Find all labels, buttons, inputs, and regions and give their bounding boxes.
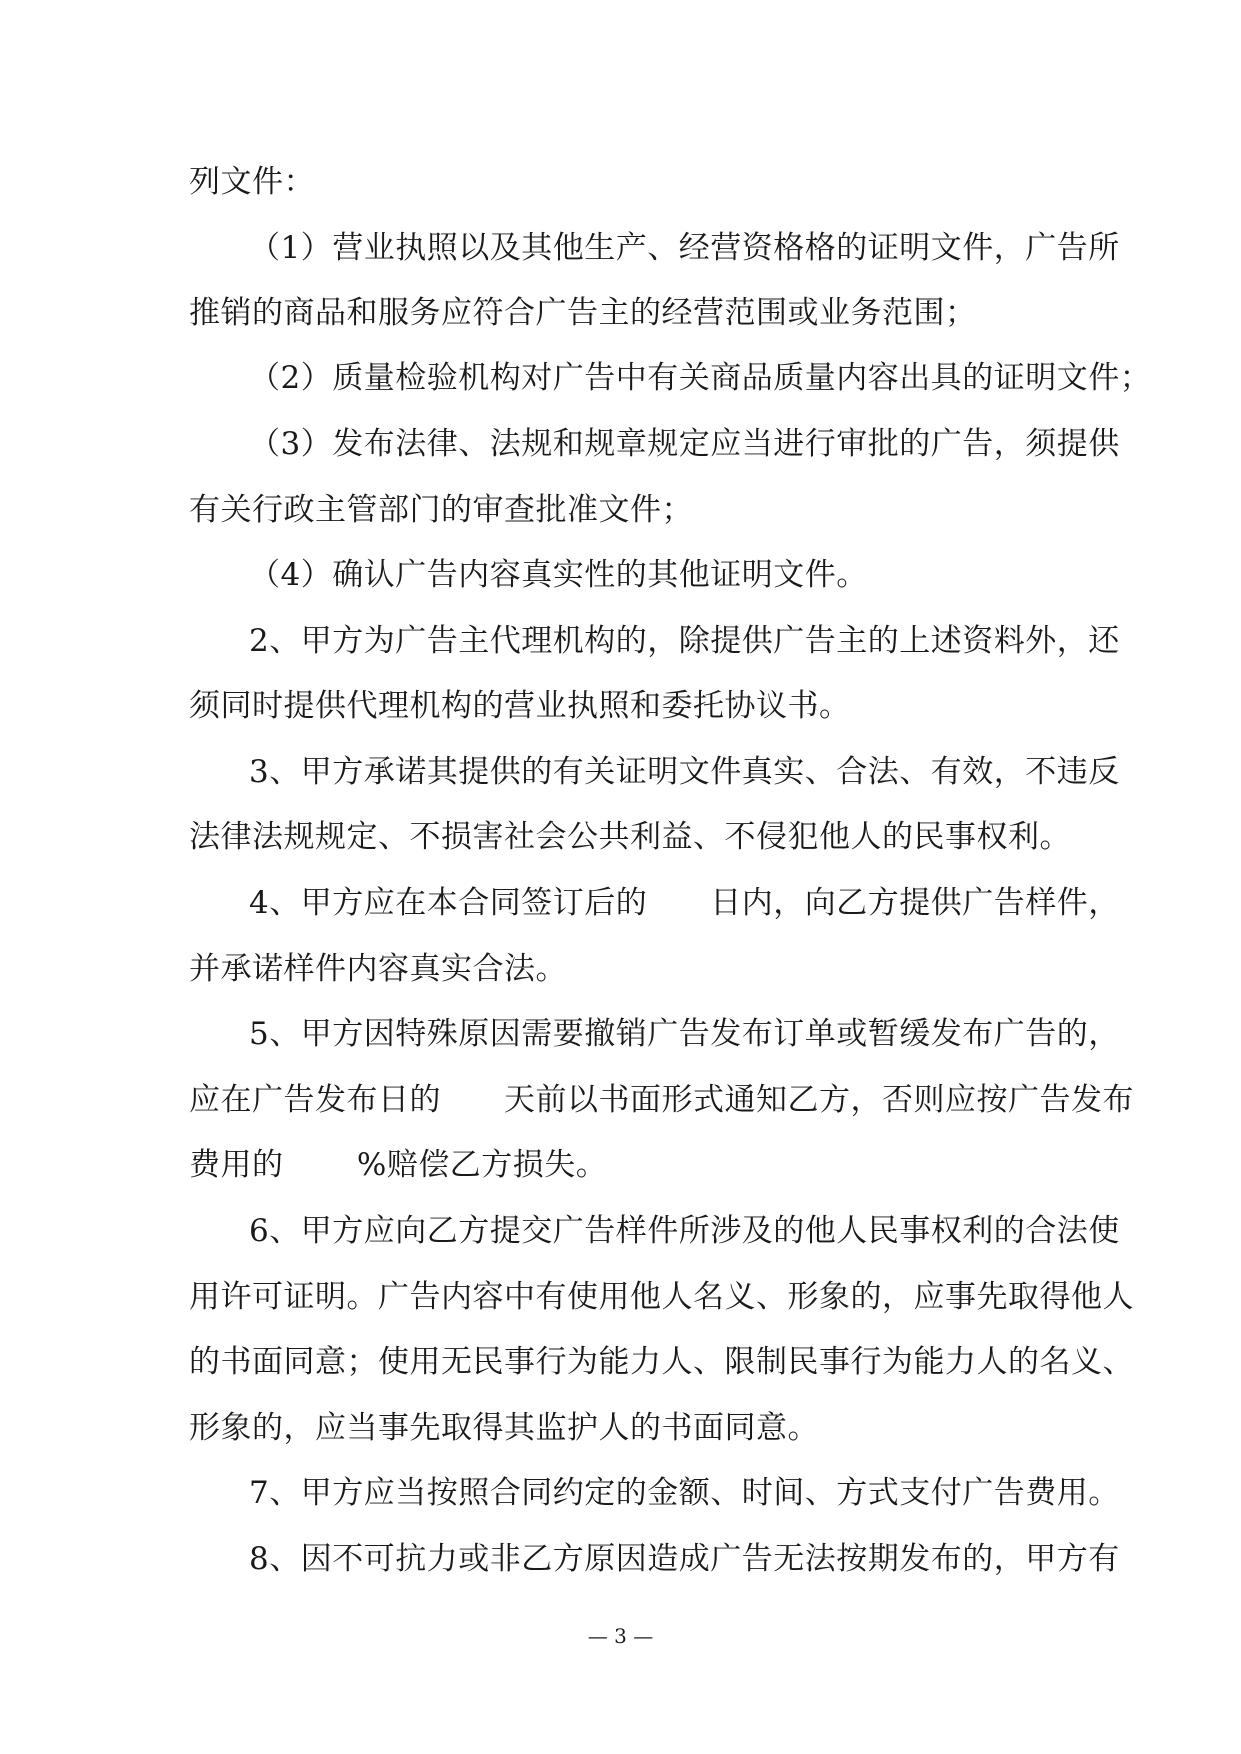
text-line: （3）发布法律、法规和规章规定应当进行审批的广告，须提供 (249, 426, 1120, 462)
text-line: （1）营业执照以及其他生产、经营资格格的证明文件，广告所 (249, 230, 1120, 266)
text-line: 应在广告发布日的 天前以书面形式通知乙方，否则应按广告发布 (189, 1082, 1134, 1118)
text-line: 8、因不可抗力或非乙方原因造成广告无法按期发布的，甲方有 (249, 1541, 1120, 1577)
text-line: 推销的商品和服务应符合广告主的经营范围或业务范围； (189, 295, 977, 331)
text-line: （2）质量检验机构对广告中有关商品质量内容出具的证明文件； (249, 360, 1152, 396)
text-line: 的书面同意；使用无民事行为能力人、限制民事行为能力人的名义、 (189, 1344, 1134, 1380)
text-line: 须同时提供代理机构的营业执照和委托协议书。 (189, 688, 851, 724)
page-number: — 3 — (587, 1624, 654, 1648)
text-line: （4）确认广告内容真实性的其他证明文件。 (249, 557, 868, 593)
text-line: 法律法规规定、不损害社会公共利益、不侵犯他人的民事权利。 (189, 819, 1071, 855)
text-line: 并承诺样件内容真实合法。 (189, 951, 567, 987)
text-line: 5、甲方因特殊原因需要撤销广告发布订单或暂缓发布广告的， (249, 1016, 1120, 1052)
text-line: 7、甲方应当按照合同约定的金额、时间、方式支付广告费用。 (249, 1475, 1120, 1511)
text-line: 3、甲方承诺其提供的有关证明文件真实、合法、有效，不违反 (249, 754, 1120, 790)
text-line: 形象的，应当事先取得其监护人的书面同意。 (189, 1410, 819, 1446)
text-line: 有关行政主管部门的审查批准文件； (189, 492, 693, 528)
text-line: 列文件： (189, 164, 315, 200)
text-line: 2、甲方为广告主代理机构的，除提供广告主的上述资料外，还 (249, 623, 1120, 659)
text-line: 4、甲方应在本合同签订后的 日内，向乙方提供广告样件， (249, 885, 1120, 921)
text-line: 用许可证明。广告内容中有使用他人名义、形象的，应事先取得他人 (189, 1279, 1134, 1315)
text-line: 6、甲方应向乙方提交广告样件所涉及的他人民事权利的合法使 (249, 1213, 1120, 1249)
text-line: 费用的 %赔偿乙方损失。 (189, 1147, 608, 1183)
